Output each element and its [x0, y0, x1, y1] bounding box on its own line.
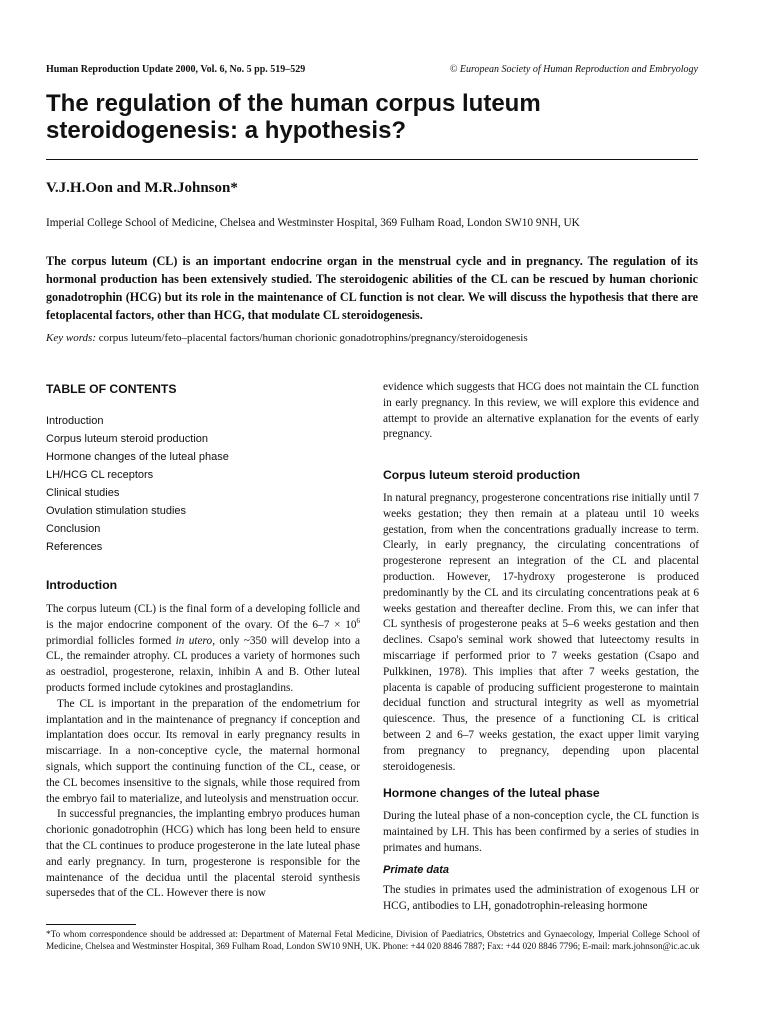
abstract: The corpus luteum (CL) is an important endocrine organ in the menstrual cycle and in pregnancy. The regulation of its hormonal production has been extensively studied. The steroidogenic abilities of the CL can be rescued by human chorionic gonadotrophin (HCG) but its role in the maintenance of CL function is not clear. We will discuss the hypothesis that there are fetoplacental factors, other than HCG, that modulate CL steroidogenesis. [46, 254, 698, 322]
continued-paragraph: evidence which suggests that HCG does not maintain the CL function in early pregnancy. In this review, we will explore this evidence and attempt to provide an alternative explanation for the events of early pregnancy. [383, 381, 699, 441]
toc-item-conclusion[interactable]: Conclusion [46, 523, 101, 535]
correspondence-footnote: *To whom correspondence should be addressed at: Department of Maternal Fetal Medicine, Division of Paediatrics, Obstetrics and Gynaecology, Imperial College School of Medicine, Chelsea and Westminster Hospital, 369 Fulham Road, London SW10 9NH, UK. Phone: +44 020 8846 7887; Fax: +44 020 8846 7796; E-mail: mark.johnson@ic.ac.uk [46, 929, 700, 952]
toc-heading: TABLE OF CONTENTS [46, 382, 177, 396]
primate-data-body [383, 883, 699, 915]
intro-heading: Introduction [46, 578, 118, 592]
toc-item-ovulation-stimulation[interactable]: Ovulation stimulation studies [46, 505, 187, 517]
hormone-changes-paragraph: During the luteal phase of a non-conception cycle, the CL function is maintained by LH. This has been confirmed by a series of studies in primates and humans. [383, 810, 699, 854]
keywords-text: corpus luteum/feto–placental factors/human chorionic gonadotrophins/pregnancy/steroidogenesis [98, 332, 528, 344]
toc-item-introduction[interactable]: Introduction [46, 415, 104, 427]
intro-paragraph-1: The corpus luteum (CL) is the final form of a developing follicle and is the major endocrine component of the ovary. Of the $6-7 \times 10^6$ primordial follicles formed in utero, only ~350 will develop into a CL, the remainder atrophy. CL produces a variety of hormones such as oestradiol, progesterone, relaxin, inhibin A and B. Other luteal products formed include cytokines and prostaglandins. [46, 603, 360, 694]
toc-item-cl-steroid-production[interactable]: Corpus luteum steroid production [46, 433, 209, 445]
keywords [46, 332, 698, 344]
footnote-rule [46, 924, 136, 925]
society-copyright: © European Society of Human Reproduction and Embryology [449, 64, 698, 75]
cl-steroid-heading: Corpus luteum steroid production [383, 468, 581, 482]
cl-steroid-body [383, 491, 699, 775]
toc-item-receptors[interactable]: LH/HCG CL receptors [46, 469, 154, 481]
toc-item-hormone-changes[interactable]: Hormone changes of the luteal phase [46, 451, 229, 463]
title-rule [46, 159, 698, 160]
article-title: The regulation of the human corpus luteum steroidogenesis: a hypothesis? [46, 90, 541, 144]
toc-item-references[interactable]: References [46, 541, 103, 553]
cl-steroid-paragraph: In natural pregnancy, progesterone concentrations rise initially until 7 weeks gestation; they then remain at a plateau until 10 weeks gestation, from when the concentrations gradually increase to term. Clearly, in early pregnancy, the circulating concentrations of progesterone represent an integration of the CL and placental production. However, 17-hydroxy progesterone is produced predominantly by the CL and its circulating concentrations peak at 6 weeks gestation and thereafter decline. From this, we can infer that CL synthesis of progesterone peaks at 5–6 weeks gestation and then declines. Csapo's seminal work showed that luteectomy results in miscarriage if performed prior to 7 weeks gestation (Csapo and Pulkkinen, 1978). This implies that after 7 weeks gestation, the placenta is capable of producing sufficient progesterone to maintain decidual function and structural integrity as well as myometrial quiescence. Thus, the presence of a functioning CL is critical between 2 and 6–7 weeks gestation, the exact upper limit varying from pregnancy to pregnancy, depending upon placental steroidogenesis. [383, 492, 699, 773]
intro-paragraph-3: In successful pregnancies, the implanting embryo produces human chorionic gonadotrophin (HCG) which has long been held to ensure that the CL continues to produce progesterone in the late luteal phase and early pregnancy. In turn, progesterone is responsible for the maintenance of the decidua until the placental steroid synthesis supersedes that of the CL. However there is now [46, 808, 360, 900]
toc-list [46, 412, 229, 556]
intro-paragraph-2: The CL is important in the preparation of the endometrium for implantation and in the maintenance of pregnancy if conception and implantation does occur. Its removal in early pregnancy results in miscarriage. In a non-conceptive cycle, the maternal hormonal signals, which support the continuing function of the CL, cease, or the CL becomes insensitive to the signals, while those required from the embryo fail to materialize, and luteolysis and menstruation occur. [46, 697, 360, 805]
hormone-changes-body [383, 809, 699, 856]
intro-body [46, 602, 360, 902]
hormone-changes-heading: Hormone changes of the luteal phase [383, 786, 600, 800]
authors: V.J.H.Oon and M.R.Johnson* [46, 180, 238, 196]
journal-citation: Human Reproduction Update 2000, Vol. 6, No. 5 pp. 519–529 [46, 64, 306, 75]
primate-data-paragraph: The studies in primates used the administration of exogenous LH or HCG, antibodies to LH, gonadotrophin-releasing hormone [383, 884, 699, 912]
intro-continued [383, 380, 699, 443]
keywords-label: Key words: [46, 332, 97, 344]
toc-item-clinical-studies[interactable]: Clinical studies [46, 487, 120, 499]
primate-data-heading: Primate data [383, 864, 450, 876]
affiliation: Imperial College School of Medicine, Chelsea and Westminster Hospital, 369 Fulham Road, London SW10 9NH, UK [46, 217, 580, 229]
